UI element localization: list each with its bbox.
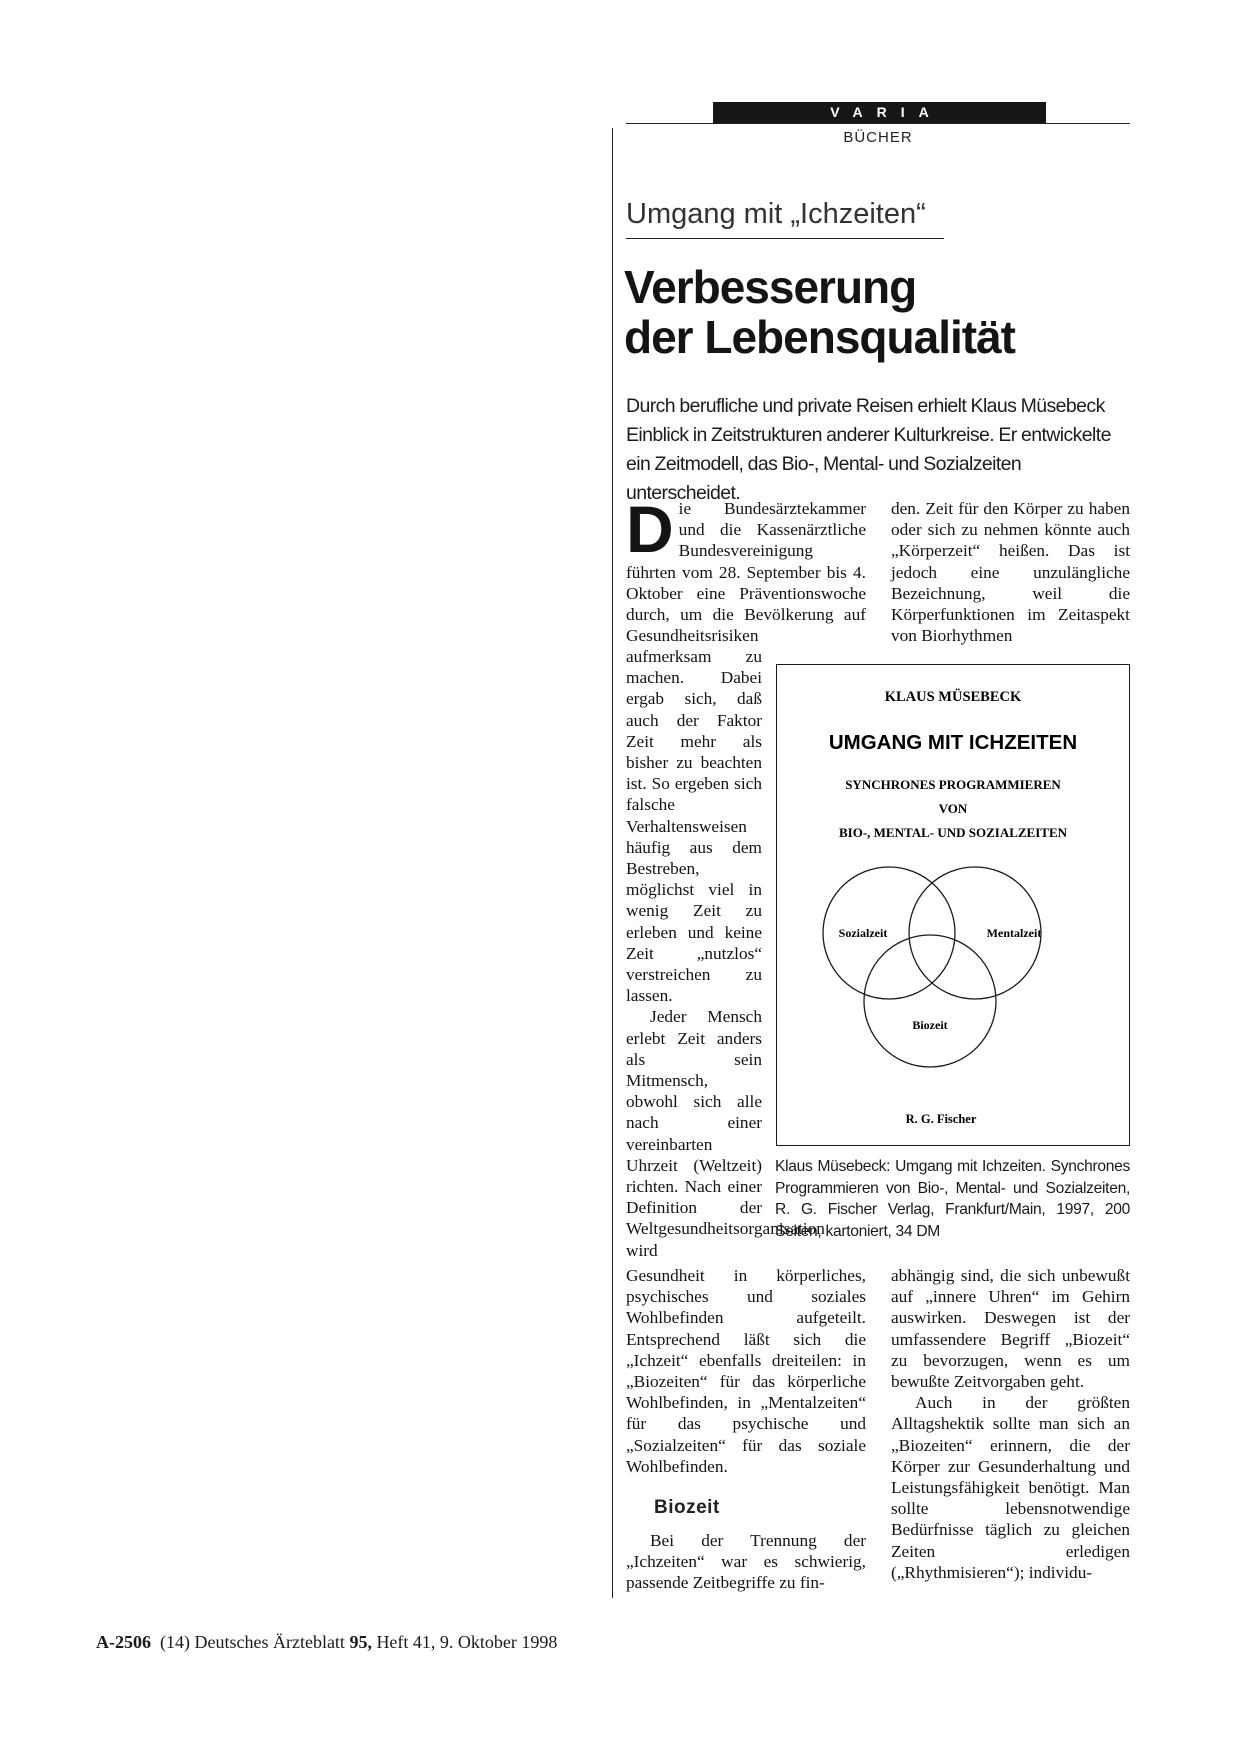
section-label: BÜCHER [843, 129, 913, 146]
article-kicker: Umgang mit „Ichzeiten“ [626, 198, 926, 230]
headline-line-2: der Lebensqualität [624, 311, 1015, 363]
venn-label-sozialzeit: Sozialzeit [838, 926, 888, 940]
kicker-underline [626, 238, 944, 239]
body-column-1-narrow [626, 646, 825, 1261]
cover-publisher: R. G. Fischer [905, 1112, 977, 1126]
image-caption: Klaus Müsebeck: Umgang mit Ichzeiten. Synchrones Programmieren von Bio-, Mental- und Sozialzeiten, R. G. Fischer Verlag, Frankfurt/Main, 1997, 200 Seiten, kartoniert, 34 DM [775, 1158, 1130, 1240]
issue-info: Heft 41, 9. Oktober 1998 [376, 1632, 558, 1652]
body-paragraph: Bei der Trennung der „Ichzeiten“ war es schwierig, passende Zeitbegriffe zu fin- [626, 1531, 866, 1593]
body-column-2-top [891, 498, 1130, 646]
page-code: A-2506 [96, 1632, 151, 1652]
book-cover-image [776, 664, 1130, 1146]
body-paragraph: Gesundheit in körperliches, psychisches und soziales Wohlbefinden aufgeteilt. Entsprechend läßt sich die „Ichzeit“ ebenfalls dreiteilen: in „Biozeiten“ für das körperliche Wohlbefinden, in „Mentalzeiten“ für das psychische und „Sozialzeiten“ für das soziale Wohlbefinden. [626, 1266, 866, 1476]
cover-subtitle-2: VON [938, 801, 968, 816]
body-column-1-bottom [626, 1265, 866, 1477]
article-headline [624, 262, 1129, 362]
body-paragraph: abhängig sind, die sich unbewußt auf „innere Uhren“ im Gehirn auswirken. Deswegen ist der umfassendere Begriff „Biozeit“ zu bevorzugen, wenn es um bewußte Zeitvorgaben geht. [891, 1266, 1130, 1392]
venn-circle-bottom [864, 935, 996, 1067]
body-paragraph: aufmerksam zu machen. Dabei ergab sich, daß auch der Faktor Zeit mehr als bisher zu beachten ist. So ergeben sich falsche Verhaltensweisen häufig aus dem Bestreben, möglichst viel in wenig Zeit zu erleben und keine Zeit „nutzlos“ verstreichen zu lassen. [626, 647, 762, 1006]
section-subheading: Biozeit [654, 1497, 720, 1518]
drop-cap: D [626, 492, 674, 566]
body-paragraph: den. Zeit für den Körper zu haben oder sich zu nehmen könnte auch „Körperzeit“ heißen. Das ist jedoch eine unzulängliche Bezeichnung, weil die Körperfunktionen im Zeitaspekt von Biorhythmen [891, 499, 1130, 646]
article-lead: Durch berufliche und private Reisen erhielt Klaus Müsebeck Einblick in Zeitstrukturen anderer Kulturkreise. Er entwickelte ein Zeitmodell, das Bio-, Mental- und Sozialzeiten unterscheidet. [626, 395, 1111, 504]
venn-label-mentalzeit: Mentalzeit [986, 926, 1042, 940]
body-paragraph: Jeder Mensch erlebt Zeit anders als sein Mitmensch, obwohl sich alle nach einer vereinbarten Uhrzeit (Weltzeit) richten. Nach einer Definition der Weltgesundheitsorganisation wird [626, 1007, 825, 1260]
cover-author: KLAUS MÜSEBECK [884, 689, 1022, 705]
headline-line-1: Verbesserung [624, 261, 917, 313]
body-column-1-top [626, 492, 866, 646]
page-footer [96, 1632, 557, 1653]
body-paragraph: Auch in der größten Alltagshektik sollte man sich an „Biozeiten“ erinnern, die der Körper zur Gesunderhaltung und Leistungsfähigkeit benötigt. Man sollte lebensnotwendige Bedürfnisse täglich zu gleichen Zeiten erledigen („Rhythmisieren“); individu- [891, 1393, 1130, 1582]
body-column-2-bottom [891, 1265, 1130, 1583]
banner-rule [626, 123, 1130, 124]
body-text: ie Bundesärztekammer und die Kassenärztliche Bundesvereinigung führten vom 28. September bis 4. Oktober eine Präventionswoche durch, um die Bevölkerung auf Gesundheitsrisiken [626, 499, 866, 646]
body-column-1-end [626, 1530, 866, 1594]
volume-number: 95, [349, 1632, 372, 1652]
journal-name: (14) Deutsches Ärzteblatt [160, 1632, 345, 1652]
section-banner: VARIA [713, 102, 1046, 123]
cover-title: UMGANG MIT ICHZEITEN [828, 731, 1078, 754]
cover-subtitle-3: BIO-, MENTAL- UND SOZIALZEITEN [838, 825, 1068, 840]
book-cover-art [777, 665, 1129, 1145]
venn-label-biozeit: Biozeit [912, 1018, 948, 1032]
cover-subtitle-1: SYNCHRONES PROGRAMMIEREN [845, 777, 1061, 792]
column-rule [612, 128, 613, 1598]
